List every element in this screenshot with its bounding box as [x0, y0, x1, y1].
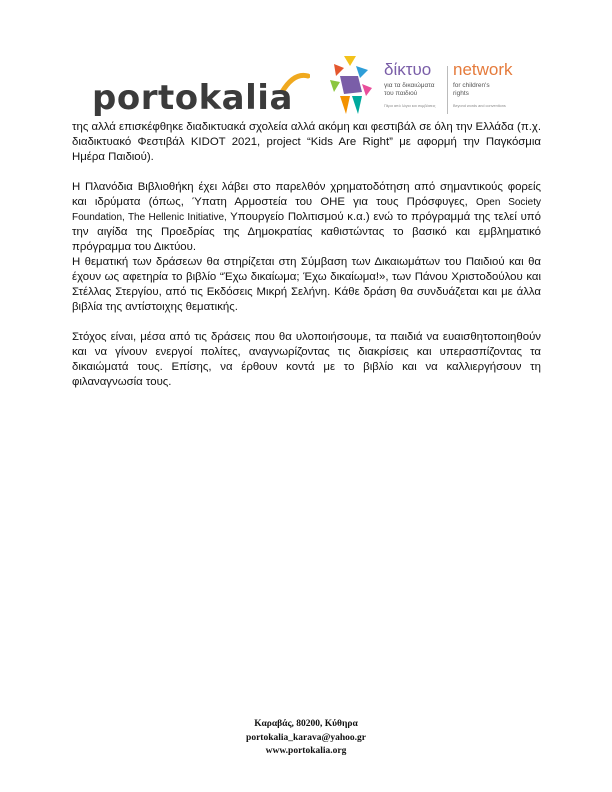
paragraph-2-part-2: Open Society Foundation, The Hellenic Initiative, — [72, 197, 541, 223]
diktyo-subtitle-line: του παιδιού — [384, 90, 418, 97]
portokalia-logo-text: portokalia — [92, 78, 293, 118]
page-footer — [0, 718, 612, 759]
paragraph-1: της αλλά επισκέφθηκε διαδικτυακά σχολεία αλλά ακόμη και φεστιβάλ σε όλη την Ελλάδα (π.χ. διαδικτυακό Φεστιβάλ KIDOT 2021, project “Kids Are Right” με αφορμή την Παγκόσμια Ημέρα Παιδιού). — [72, 121, 542, 163]
paragraph-3: Η θεματική των δράσεων θα στηρίζεται στη Σύμβαση των Δικαιωμάτων του Παιδιού και θα έχουν ως αφετηρία το βιβλίο “Έχω δικαίωμα; Έχω δικαίωμα!», των Πάνου Χριστοδούλου και Στέλλας Στεργίου, από τις Εκδόσεις Μικρή Σελήνη. Κάθε δράση θα συνδυάζεται και με άλλα βιβλία της αντίστοιχης θεματικής. — [72, 256, 541, 313]
diktyo-subtitle-line: για τα δικαιώματα — [384, 82, 435, 89]
paragraph-gap — [72, 165, 541, 180]
logo-divider — [447, 66, 448, 114]
footer-website[interactable]: www.portokalia.org — [265, 746, 347, 756]
diktyo-logo — [326, 54, 526, 118]
network-title: network — [453, 60, 513, 79]
diktyo-subtitle — [384, 82, 435, 98]
page-header — [0, 0, 612, 125]
portokalia-logo — [92, 72, 302, 122]
network-tagline: Beyond words and conventions — [453, 104, 506, 108]
paragraph-2 — [72, 180, 541, 255]
footer-address: Καραβάς, 80200, Κύθηρα — [254, 719, 358, 729]
footer-email[interactable]: portokalia_karava@yahoo.gr — [246, 732, 366, 743]
network-subtitle — [453, 82, 490, 98]
network-subtitle-line: for children's — [453, 82, 490, 89]
paragraph-2-part-3: Υπουργείο Πολιτισμού κ.α.) ενώ το πρόγραμμά της τελεί υπό την αιγίδα της Προεδρίας της Δημοκρατίας καθιστώντας το βασικό και εμβληματικό πρόγραμμα του Δικτύου. — [72, 211, 541, 253]
diktyo-emblem-icon — [326, 54, 376, 116]
network-subtitle-line: rights — [453, 90, 469, 97]
diktyo-title: δίκτυο — [384, 60, 432, 79]
paragraph-2-part-1: Η Πλανόδια Βιβλιοθήκη έχει λάβει στο παρελθόν χρηματοδότηση από σημαντικούς φορείς και ιδρύματα (όπως, Ύπατη Αρμοστεία του ΟΗΕ για τους Πρόσφυγες, — [72, 181, 541, 208]
paragraph-gap — [72, 315, 541, 330]
document-body — [72, 120, 541, 390]
diktyo-tagline: Πέρα από λόγια και συμβάσεις — [384, 104, 436, 108]
paragraph-4: Στόχος είναι, μέσα από τις δράσεις που θα υλοποιήσουμε, τα παιδιά να ευαισθητοποιηθούν και να γίνουν ενεργοί πολίτες, αναγνωρίζοντας τις διακρίσεις και υπερασπίζοντας τα δικαιώματά τους. Επίσης, να έρθουν κοντά με το βιβλίο και να καλλιεργήσουν τη φιλαναγνωσία τους. — [72, 331, 541, 388]
